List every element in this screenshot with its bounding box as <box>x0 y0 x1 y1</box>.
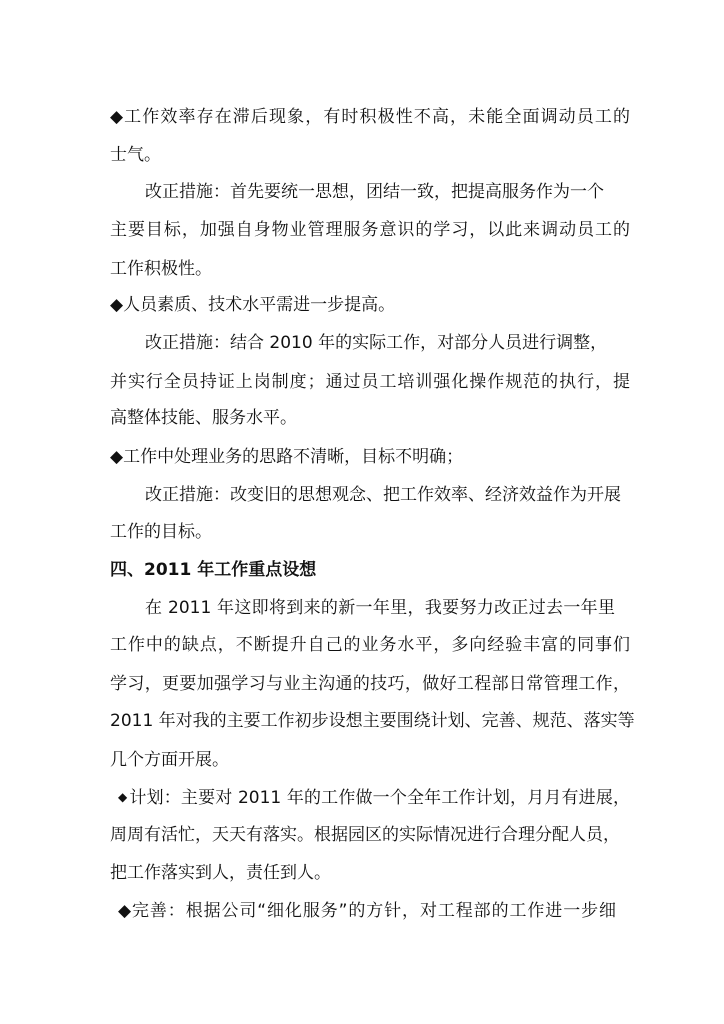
paragraph-line: 工作积极性。 <box>110 259 212 279</box>
paragraph-line: ◆人员素质、技术水平需进一步提高。 <box>110 295 396 315</box>
paragraph-line: 工作的目标。 <box>110 522 212 542</box>
paragraph-line: 学习，更要加强学习与业主沟通的技巧，做好工程部日常管理工作， <box>110 674 630 694</box>
paragraph-line: 周周有活忙，天天有落实。根据园区的实际情况进行合理分配人员， <box>110 825 620 845</box>
paragraph-text: 计划：主要对 2011 年的工作做一个全年工作计划，月月有进展， <box>129 788 630 808</box>
paragraph-line: 改正措施：首先要统一思想，团结一致，把提高服务作为一个 <box>145 182 604 202</box>
paragraph-line: ◆工作中处理业务的思路不清晰，目标不明确； <box>110 447 464 467</box>
diamond-bullet-icon: ◆ <box>118 790 128 804</box>
paragraph-line: 高整体技能、服务水平。 <box>110 408 297 428</box>
paragraph-line: 几个方面开展。 <box>110 750 229 770</box>
paragraph-line: 2011 年对我的主要工作初步设想主要围绕计划、完善、规范、落实等 <box>110 711 635 731</box>
paragraph-line: 士气。 <box>110 145 161 165</box>
paragraph-line <box>118 786 630 809</box>
paragraph-line: 改正措施：结合 2010 年的实际工作，对部分人员进行调整， <box>145 333 608 353</box>
paragraph-line: 主要目标，加强自身物业管理服务意识的学习，以此来调动员工的 <box>110 220 630 240</box>
paragraph-line: ◆完善：根据公司“细化服务”的方针，对工程部的工作进一步细 <box>118 901 616 921</box>
paragraph-line: 改正措施：改变旧的思想观念、把工作效率、经济效益作为开展 <box>145 485 621 505</box>
paragraph-line: ◆工作效率存在滞后现象，有时积极性不高，未能全面调动员工的 <box>110 107 630 127</box>
paragraph-line: 把工作落实到人，责任到人。 <box>110 863 331 883</box>
paragraph-line: 并实行全员持证上岗制度；通过员工培训强化操作规范的执行，提 <box>110 372 630 392</box>
section-heading: 四、2011 年工作重点设想 <box>110 560 317 580</box>
paragraph-line: 在 2011 年这即将到来的新一年里，我要努力改正过去一年里 <box>145 598 615 618</box>
paragraph-line: 工作中的缺点，不断提升自己的业务水平，多向经验丰富的同事们 <box>110 635 630 655</box>
